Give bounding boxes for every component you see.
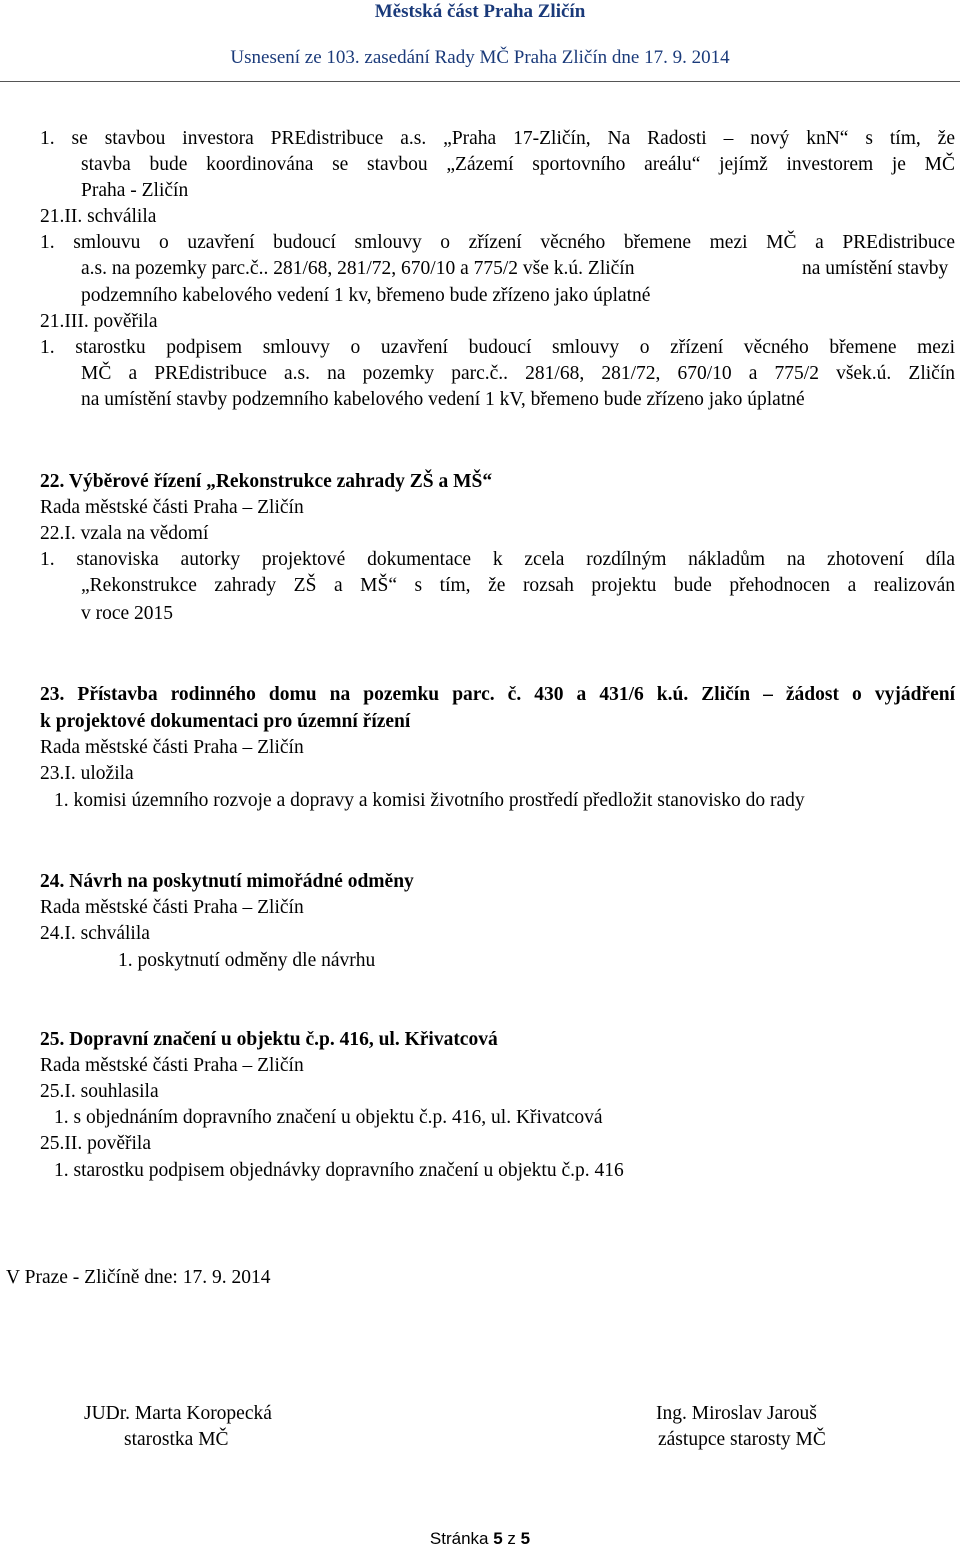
resolution-25-ii-heading: 25.II. pověřila <box>40 1133 152 1154</box>
resolution-25-i-heading: 25.I. souhlasila <box>40 1081 159 1102</box>
resolution-21-iii-point-1-line-1: 1. starostku podpisem smlouvy o uzavření budoucí smlouvy o zřízení věcného břemene mezi <box>40 337 955 358</box>
item-23-title-line-1: 23. Přístavba rodinného domu na pozemku parc. č. 430 a 431/6 k.ú. Zličín – žádost o vyjádření <box>40 684 955 705</box>
resolution-21-i-point-1-line-3: Praha - Zličín <box>81 180 189 201</box>
resolution-21-i-point-1-line-1: 1. se stavbou investora PREdistribuce a.s. „Praha 17-Zličín, Na Radosti – nový knN“ s tím, že <box>40 128 955 149</box>
resolution-21-iii-point-1-line-3: na umístění stavby podzemního kabelového vedení 1 kV, břemeno bude zřízeno jako úplatné <box>81 389 805 410</box>
item-25-title: 25. Dopravní značení u objektu č.p. 416, ul. Křivatcová <box>40 1029 498 1050</box>
signature-right-role: zástupce starosty MČ <box>658 1429 826 1450</box>
resolution-21-ii-point-1-line-3: podzemního kabelového vedení 1 kv, břemeno bude zřízeno jako úplatné <box>81 285 651 306</box>
page-number-prefix: Stránka <box>429 1529 494 1548</box>
resolution-21-i-point-1-line-2: stavba bude koordinována se stavbou „Zázemí sportovního areálu“ jejímž investorem je MČ <box>81 154 955 175</box>
resolution-25-i-point-1: 1. s objednáním dopravního značení u objektu č.p. 416, ul. Křivatcová <box>54 1107 603 1128</box>
signature-left-name: JUDr. Marta Koropecká <box>84 1403 272 1424</box>
resolution-22-i-heading: 22.I. vzala na vědomí <box>40 523 209 544</box>
item-23-title-line-2: k projektové dokumentaci pro územní řízení <box>40 711 411 732</box>
page-number-total: 5 <box>520 1529 531 1548</box>
item-22-title: 22. Výběrové řízení „Rekonstrukce zahrady ZŠ a MŠ“ <box>40 471 493 492</box>
item-23-body: Rada městské části Praha – Zličín <box>40 737 304 758</box>
resolution-22-i-point-1-line-3: v roce 2015 <box>81 603 174 624</box>
place-and-date: V Praze - Zličíně dne: 17. 9. 2014 <box>6 1267 271 1288</box>
item-24-body: Rada městské části Praha – Zličín <box>40 897 304 918</box>
resolution-21-ii-point-1-line-2a: a.s. na pozemky parc.č.. 281/68, 281/72, 670/10 a 775/2 vše k.ú. Zličín <box>81 258 635 279</box>
signature-left-role: starostka MČ <box>124 1429 229 1450</box>
resolution-24-i-heading: 24.I. schválila <box>40 923 150 944</box>
resolution-23-i-point-1: 1. komisi územního rozvoje a dopravy a komisi životního prostředí předložit stanovisko do rady <box>54 790 805 811</box>
resolution-22-i-point-1-line-2: „Rekonstrukce zahrady ZŠ a MŠ“ s tím, že rozsah projektu bude přehodnocen a realizován <box>81 575 955 596</box>
page-header-subtitle: Usnesení ze 103. zasedání Rady MČ Praha Zličín dne 17. 9. 2014 <box>230 47 730 68</box>
resolution-24-i-point-1: 1. poskytnutí odměny dle návrhu <box>118 950 376 971</box>
resolution-21-ii-point-1-line-2b: na umístění stavby <box>802 258 949 279</box>
header-divider <box>0 81 960 82</box>
signature-right-name: Ing. Miroslav Jarouš <box>656 1403 817 1424</box>
resolution-23-i-heading: 23.I. uložila <box>40 763 134 784</box>
item-24-title: 24. Návrh na poskytnutí mimořádné odměny <box>40 871 414 892</box>
page-header-title: Městská část Praha Zličín <box>374 1 586 22</box>
resolution-21-iii-heading: 21.III. pověřila <box>40 311 158 332</box>
page-number <box>0 1527 960 1551</box>
item-25-body: Rada městské části Praha – Zličín <box>40 1055 304 1076</box>
resolution-21-ii-point-1-line-1: 1. smlouvu o uzavření budoucí smlouvy o zřízení věcného břemene mezi MČ a PREdistribuce <box>40 232 955 253</box>
resolution-25-ii-point-1: 1. starostku podpisem objednávky dopravního značení u objektu č.p. 416 <box>54 1160 624 1181</box>
resolution-21-ii-heading: 21.II. schválila <box>40 206 157 227</box>
page-number-current: 5 <box>493 1529 503 1548</box>
resolution-21-iii-point-1-line-2: MČ a PREdistribuce a.s. na pozemky parc.č.. 281/68, 281/72, 670/10 a 775/2 všek.ú. Zličín <box>81 363 955 384</box>
page-number-separator: z <box>502 1529 521 1548</box>
item-22-body: Rada městské části Praha – Zličín <box>40 497 304 518</box>
resolution-22-i-point-1-line-1: 1. stanoviska autorky projektové dokumentace k zcela rozdílným nákladům na zhotovení díla <box>40 549 955 570</box>
